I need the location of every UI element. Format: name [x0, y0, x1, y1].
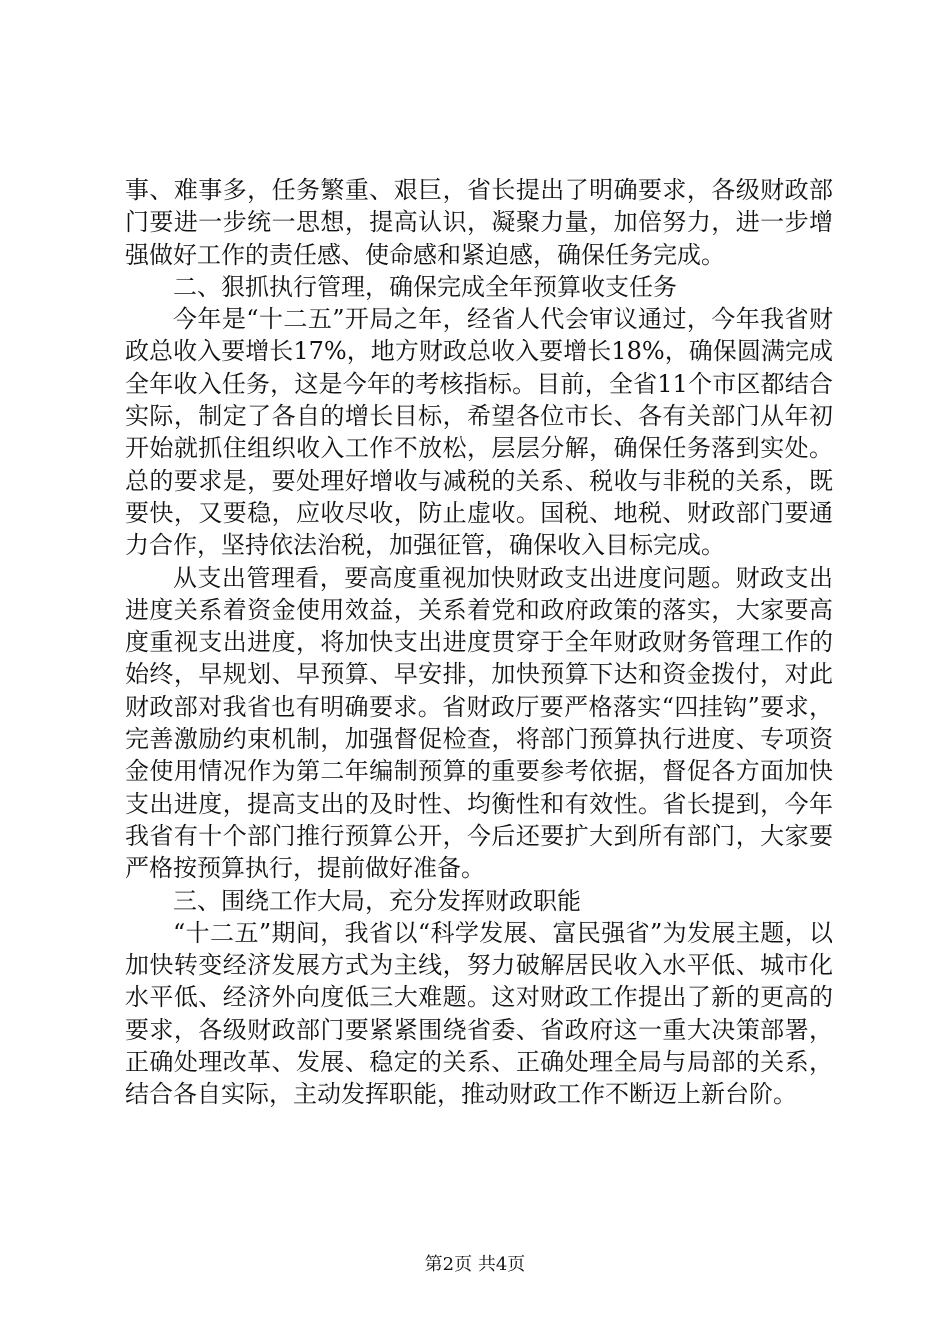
paragraph-revenue-targets: 今年是“十二五”开局之年，经省人代会审议通过，今年我省财政总收入要增长17%，地方财政总收入要增长18%，确保圆满完成全年收入任务，这是今年的考核指标。目前，全省11个市区都结合实际，制定了各自的增长目标，希望各位市长、各有关部门从年初开始就抓住组织收入工作不放松，层层分解，确保任务落到实处。总的要求是，要处理好增收与减税的关系、税收与非税的关系，既要快，又要稳，应收尽收，防止虚收。国税、地税、财政部门要通力合作，坚持依法治税，加强征管，确保收入目标完成。	[125, 305, 833, 560]
document-body	[125, 174, 833, 1111]
section-heading-two: 二、狠抓执行管理，确保完成全年预算收支任务	[173, 272, 677, 301]
paragraph-continuation: 事、难事多，任务繁重、艰巨，省长提出了明确要求，各级财政部门要进一步统一思想，提高认识，凝聚力量，加倍努力，进一步增强做好工作的责任感、使命感和紧迫感，确保任务完成。	[125, 176, 833, 269]
paragraph-expenditure-management: 从支出管理看，要高度重视加快财政支出进度问题。财政支出进度关系着资金使用效益，关系着党和政府政策的落实，大家要高度重视支出进度，将加快支出进度贯穿于全年财政财务管理工作的始终，早规划、早预算、早安排，加快预算下达和资金拨付，对此财政部对我省也有明确要求。省财政厅要严格落实“四挂钩”要求，完善激励约束机制，加强督促检查，将部门预算执行进度、专项资金使用情况作为第二年编制预算的重要参考依据，督促各方面加快支出进度，提高支出的及时性、均衡性和有效性。省长提到，今年我省有十个部门推行预算公开，今后还要扩大到所有部门，大家要严格按预算执行，提前做好准备。	[125, 563, 833, 883]
page-footer: 第2页 共4页	[424, 1254, 526, 1275]
section-heading-three: 三、围绕工作大局，充分发挥财政职能	[173, 886, 581, 915]
paragraph-development-goals: “十二五”期间，我省以“科学发展、富民强省”为发展主题，以加快转变经济发展方式为主线，努力破解居民收入水平低、城市化水平低、经济外向度低三大难题。这对财政工作提出了新的更高的要求，各级财政部门要紧紧围绕省委、省政府这一重大决策部署，正确处理改革、发展、稳定的关系、正确处理全局与局部的关系，结合各自实际，主动发挥职能，推动财政工作不断迈上新台阶。	[125, 918, 833, 1109]
